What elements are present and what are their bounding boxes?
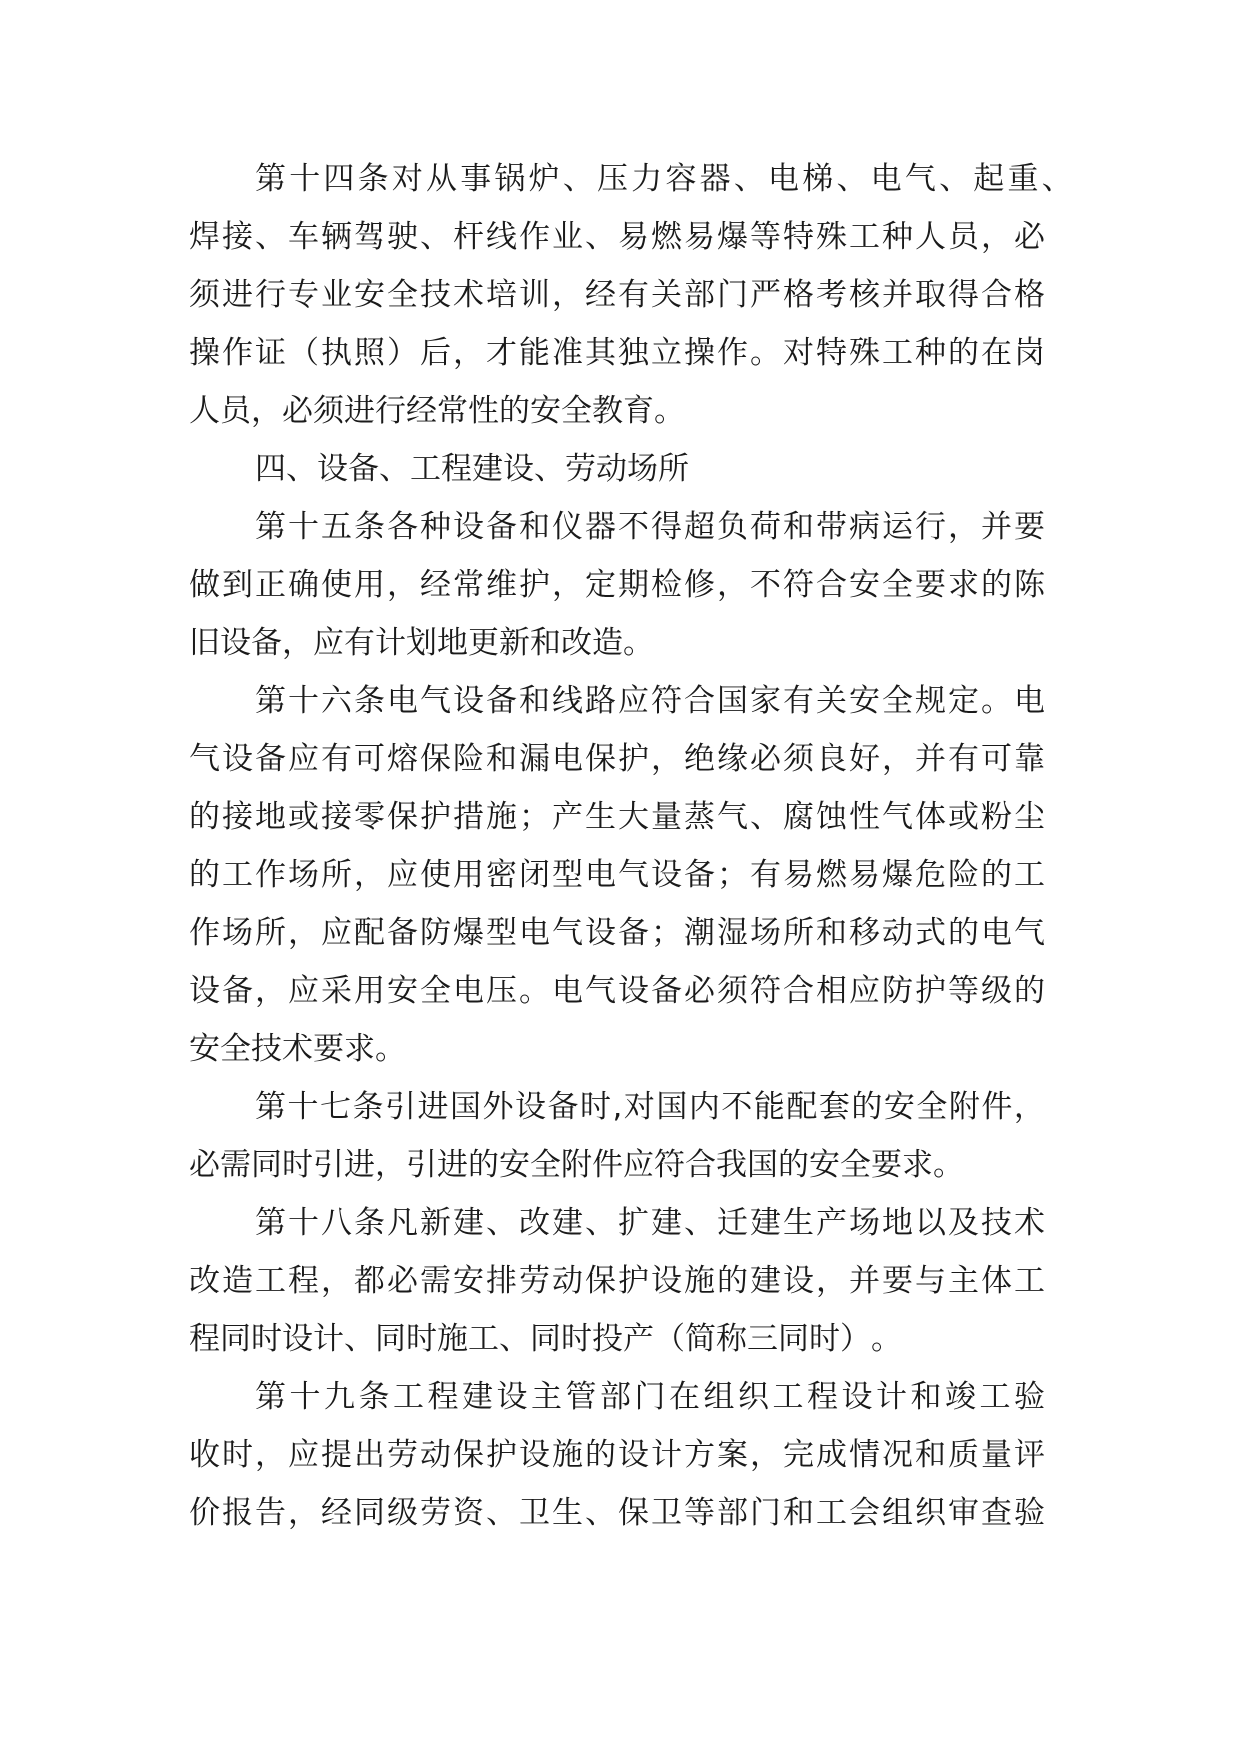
text-line: 操 作 证 （ 执 照 ） 后 ， 才 能 准 其 独 立 操 作 。 对 特 殊 工 种 的 在 岗 (189, 335, 1045, 371)
text-line: 第 十 四 条 对 从 事 锅 炉 、 压 力 容 器 、 电 梯 、 电 气 、 起 重 、 (255, 161, 1073, 197)
text-line: 第 十 七 条 引 进 国 外 设 备 时 , 对 国 内 不 能 配 套 的 安 全 附 件 ， (255, 1089, 1045, 1125)
text-line: 人 员 ， 必 须 进 行 经 常 性 的 安 全 教 育 。 (189, 393, 685, 429)
text-line: 做 到 正 确 使 用 ， 经 常 维 护 ， 定 期 检 修 ， 不 符 合 安 全 要 求 的 陈 (189, 567, 1045, 603)
text-line: 改 造 工 程 ， 都 必 需 安 排 劳 动 保 护 设 施 的 建 设 ， 并 要 与 主 体 工 (189, 1263, 1045, 1299)
text-line: 作 场 所 ， 应 配 备 防 爆 型 电 气 设 备 ； 潮 湿 场 所 和 移 动 式 的 电 气 (189, 915, 1045, 951)
text-line: 气 设 备 应 有 可 熔 保 险 和 漏 电 保 护 ， 绝 缘 必 须 良 好 ， 并 有 可 靠 (189, 741, 1045, 777)
text-line: 的 接 地 或 接 零 保 护 措 施 ； 产 生 大 量 蒸 气 、 腐 蚀 性 气 体 或 粉 尘 (189, 799, 1045, 835)
text-line: 的 工 作 场 所 ， 应 使 用 密 闭 型 电 气 设 备 ； 有 易 燃 易 爆 危 险 的 工 (189, 857, 1045, 893)
text-line: 须 进 行 专 业 安 全 技 术 培 训 ， 经 有 关 部 门 严 格 考 核 并 取 得 合 格 (189, 277, 1045, 313)
text-line: 程 同 时 设 计 、 同 时 施 工 、 同 时 投 产 （ 简 称 三 同 时 ） 。 (189, 1321, 902, 1357)
text-line: 安 全 技 术 要 求 。 (189, 1031, 406, 1067)
text-line: 旧 设 备 ， 应 有 计 划 地 更 新 和 改 造 。 (189, 625, 654, 661)
text-line: 设 备 ， 应 采 用 安 全 电 压 。 电 气 设 备 必 须 符 合 相 应 防 护 等 级 的 (189, 973, 1045, 1009)
text-line: 第 十 八 条 凡 新 建 、 改 建 、 扩 建 、 迁 建 生 产 场 地 以 及 技 术 (255, 1205, 1045, 1241)
text-line: 第 十 九 条 工 程 建 设 主 管 部 门 在 组 织 工 程 设 计 和 竣 工 验 (255, 1379, 1045, 1415)
text-line: 收 时 ， 应 提 出 劳 动 保 护 设 施 的 设 计 方 案 ， 完 成 情 况 和 质 量 评 (189, 1437, 1045, 1473)
section-heading: 四 、 设 备 、 工 程 建 设 、 劳 动 场 所 (255, 451, 689, 487)
text-line: 第 十 五 条 各 种 设 备 和 仪 器 不 得 超 负 荷 和 带 病 运 行 ， 并 要 (255, 509, 1045, 545)
document-body (189, 150, 1073, 1542)
text-line: 价 报 告 ， 经 同 级 劳 资 、 卫 生 、 保 卫 等 部 门 和 工 会 组 织 审 查 验 (189, 1495, 1045, 1531)
text-line: 第 十 六 条 电 气 设 备 和 线 路 应 符 合 国 家 有 关 安 全 规 定 。 电 (255, 683, 1045, 719)
text-line: 焊 接 、 车 辆 驾 驶 、 杆 线 作 业 、 易 燃 易 爆 等 特 殊 工 种 人 员 ， 必 (189, 219, 1045, 255)
text-line: 必 需 同 时 引 进 ， 引 进 的 安 全 附 件 应 符 合 我 国 的 安 全 要 求 。 (189, 1147, 964, 1183)
